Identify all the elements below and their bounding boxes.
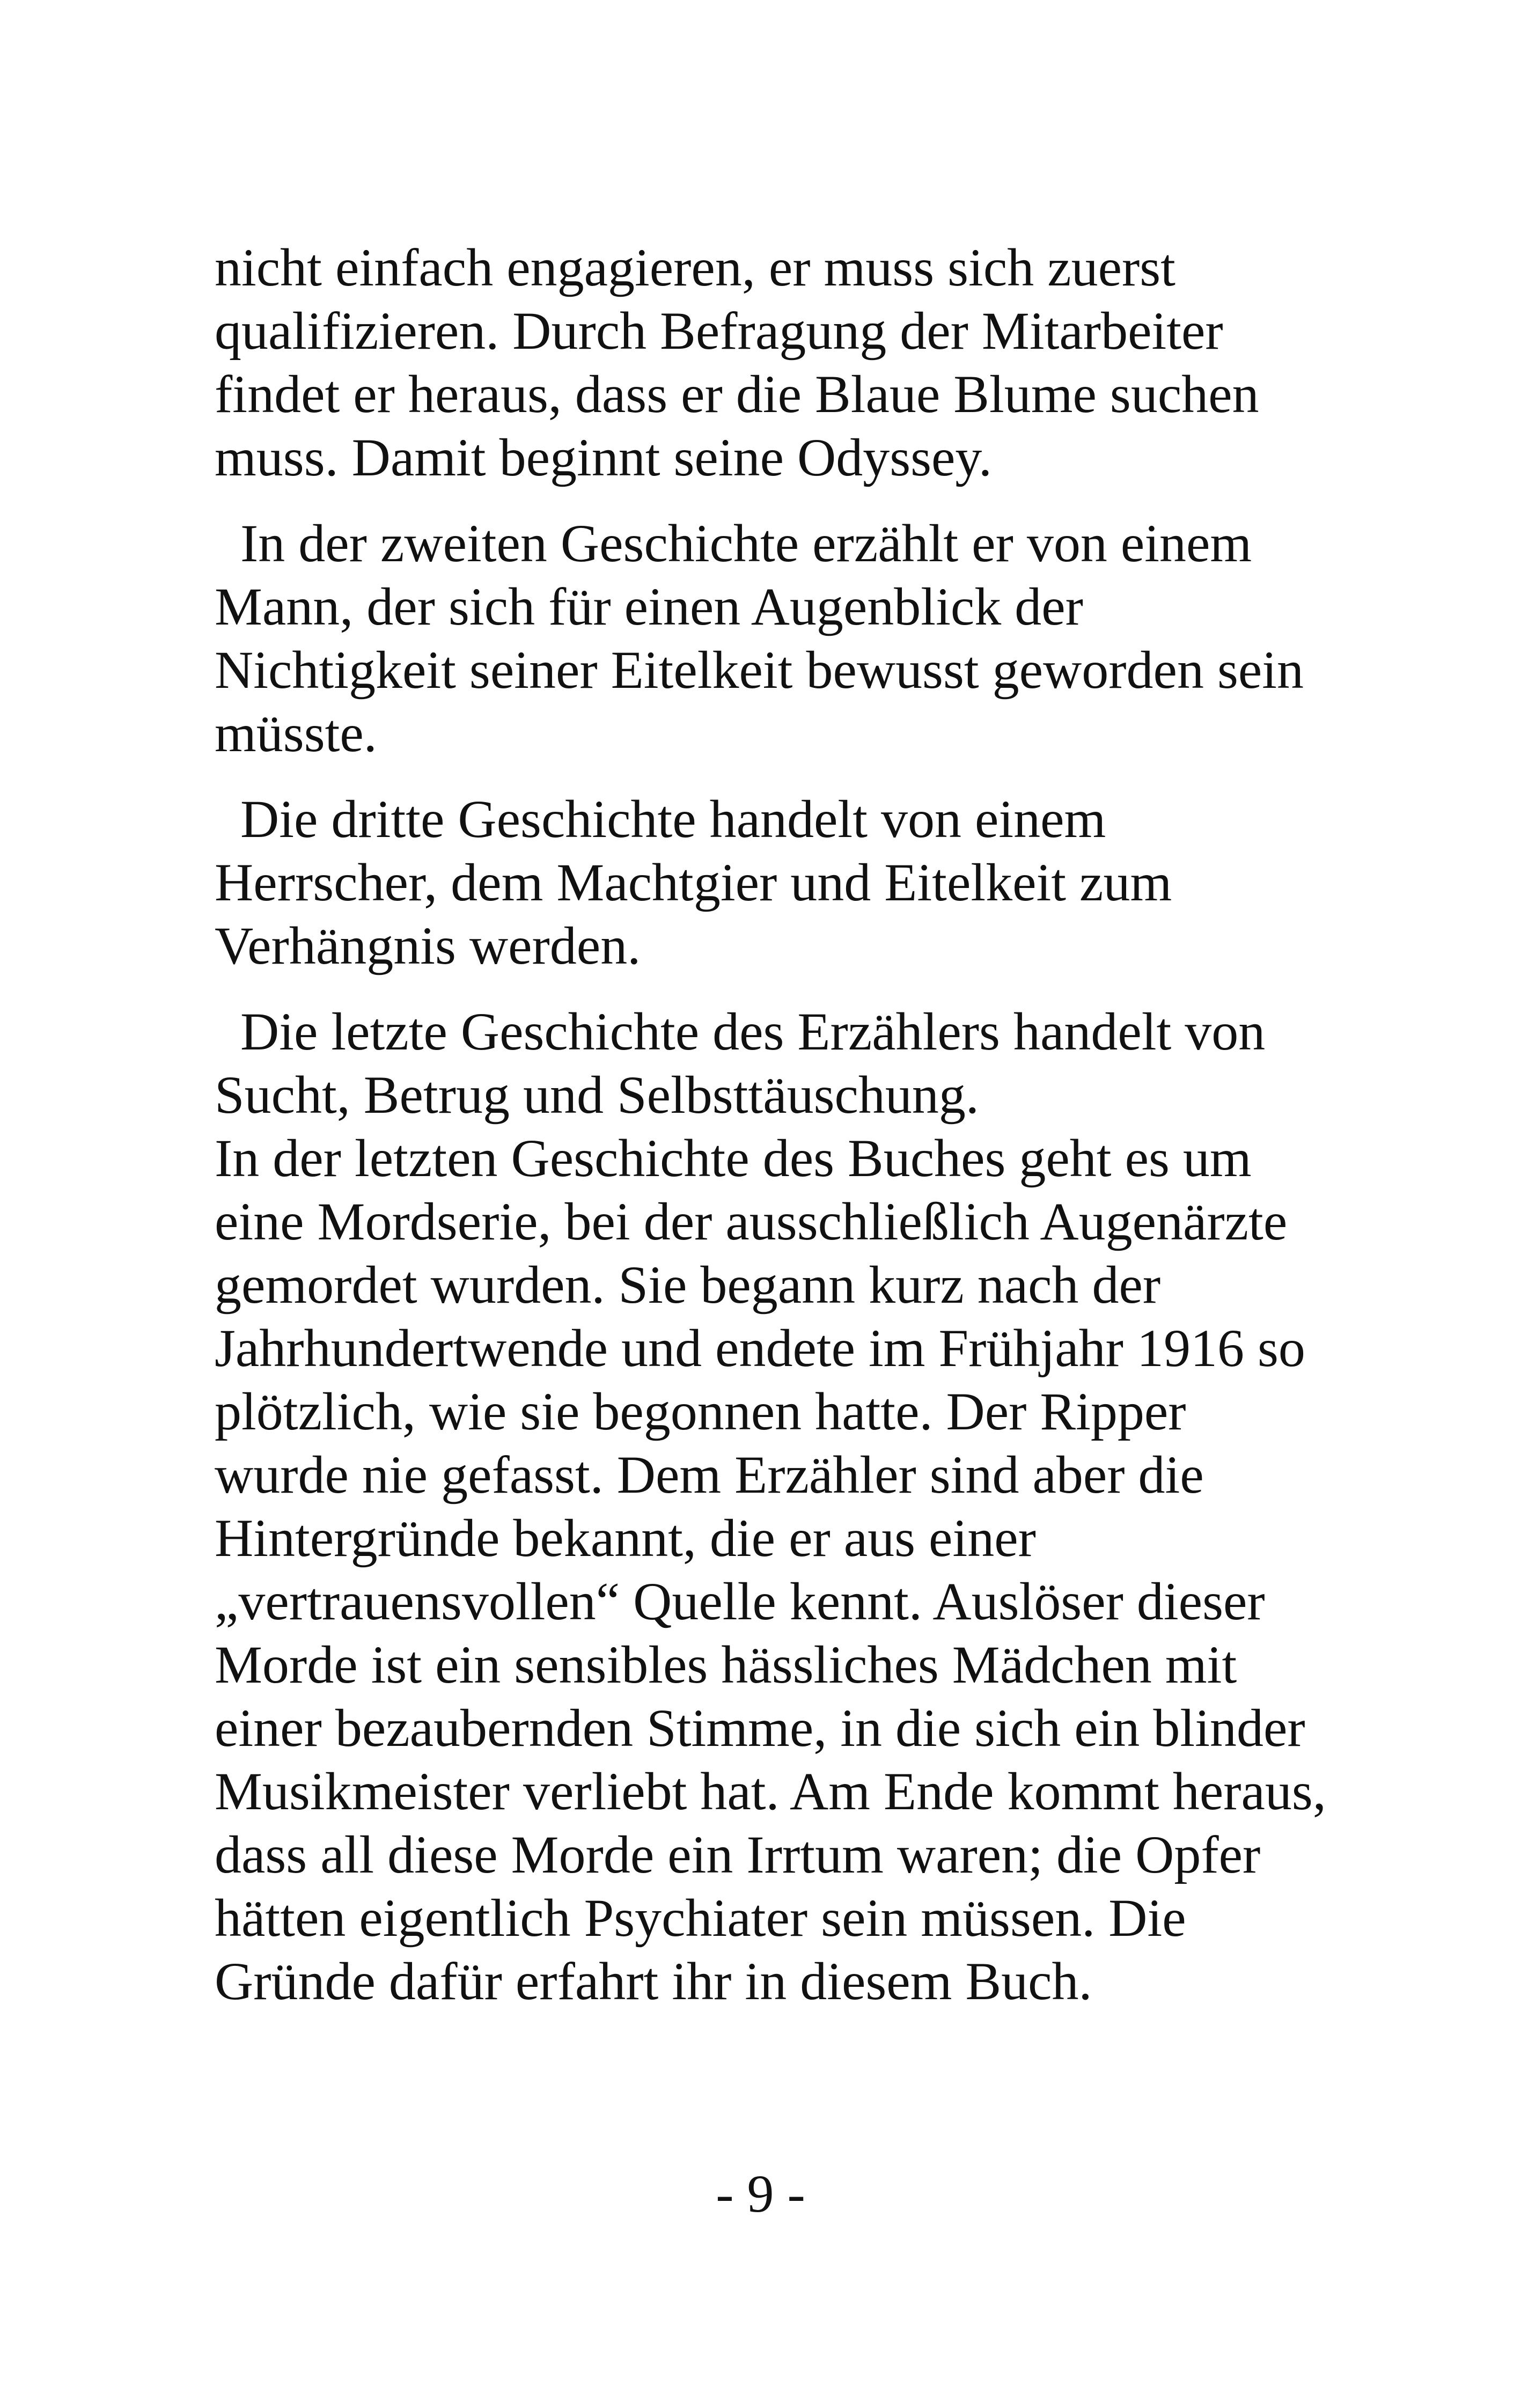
text-line: einer bezaubernden Stimme, in die sich ein blinder — [215, 1698, 1305, 1758]
text-line: Jahrhundertwende und endete im Frühjahr 1916 so — [215, 1318, 1305, 1378]
paragraph-4 — [215, 1000, 1341, 2013]
paragraph-1 — [215, 236, 1341, 489]
text-line: Mann, der sich für einen Augenblick der — [215, 577, 1083, 636]
text-line: „vertrauensvollen“ Quelle kennt. Auslöser dieser — [215, 1572, 1265, 1631]
paragraph-3 — [215, 788, 1341, 978]
text-line: wurde nie gefasst. Dem Erzähler sind aber die — [215, 1445, 1204, 1504]
text-line: Musikmeister verliebt hat. Am Ende kommt heraus, — [215, 1761, 1326, 1821]
text-line: hätten eigentlich Psychiater sein müssen. Die — [215, 1888, 1186, 1948]
text-line: Die letzte Geschichte des Erzählers handelt von — [240, 1002, 1266, 1061]
text-line: Hintergründe bekannt, die er aus einer — [215, 1508, 1036, 1568]
text-line: dass all diese Morde ein Irrtum waren; die Opfer — [215, 1825, 1261, 1884]
text-line: plötzlich, wie sie begonnen hatte. Der Ripper — [215, 1382, 1186, 1441]
text-line: findet er heraus, dass er die Blaue Blume suchen — [215, 364, 1259, 424]
text-line: qualifizieren. Durch Befragung der Mitarbeiter — [215, 301, 1223, 361]
text-line: In der zweiten Geschichte erzählt er von einem — [240, 513, 1252, 573]
text-line: muss. Damit beginnt seine Odyssey. — [215, 428, 992, 487]
text-line: Gründe dafür erfahrt ihr in diesem Buch. — [215, 1951, 1092, 2011]
text-line: Verhängnis werden. — [215, 916, 641, 975]
text-line: gemordet wurden. Sie begann kurz nach der — [215, 1255, 1161, 1315]
text-line: Die dritte Geschichte handelt von einem — [240, 789, 1106, 849]
text-line: Herrscher, dem Machtgier und Eitelkeit zum — [215, 853, 1172, 912]
text-line: müsste. — [215, 703, 377, 763]
page-number: - 9 - — [716, 2164, 805, 2223]
body-text — [215, 236, 1341, 2013]
text-line: eine Mordserie, bei der ausschließlich Augenärzte — [215, 1192, 1288, 1251]
text-line: Morde ist ein sensibles hässliches Mädchen mit — [215, 1635, 1237, 1694]
text-line: nicht einfach engagieren, er muss sich zuerst — [215, 238, 1175, 297]
text-line: In der letzten Geschichte des Buches geht es um — [215, 1128, 1252, 1188]
paragraph-2 — [215, 512, 1341, 765]
text-line: Nichtigkeit seiner Eitelkeit bewusst geworden sein — [215, 640, 1304, 700]
text-line: Sucht, Betrug und Selbsttäuschung. — [215, 1065, 979, 1125]
